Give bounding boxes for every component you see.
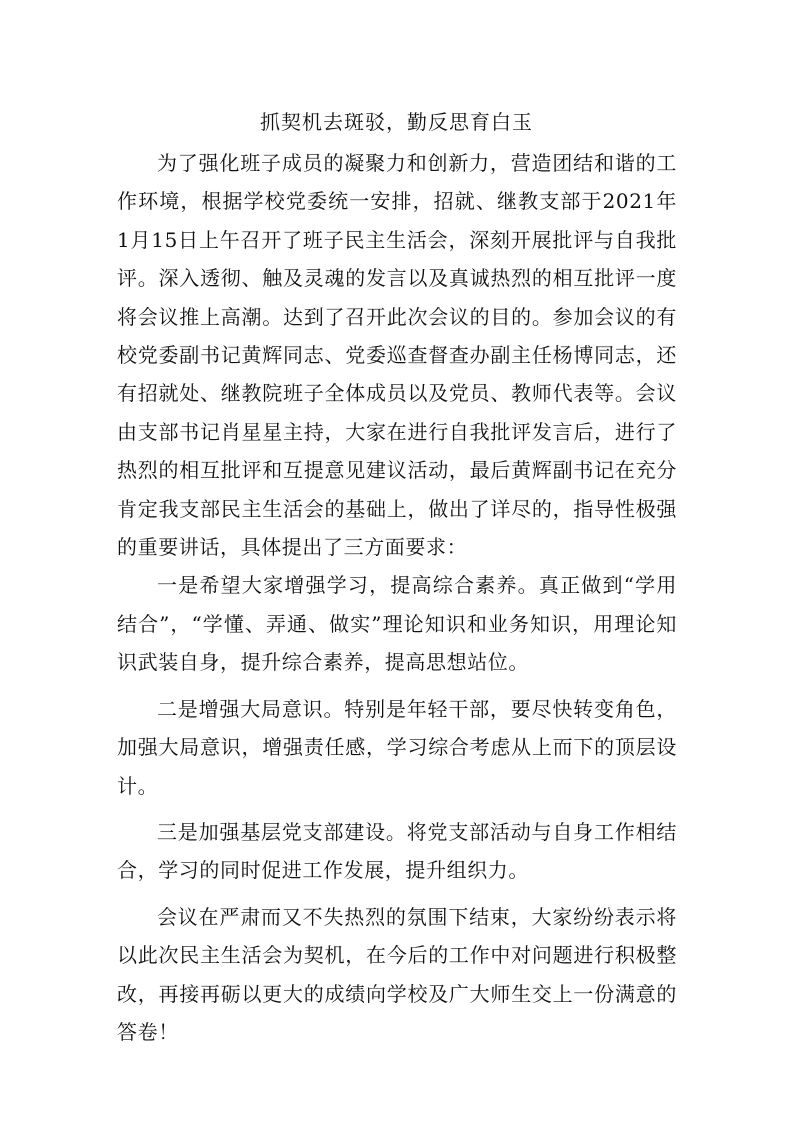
paragraph-conclusion: 会议在严肃而又不失热烈的氛围下结束，大家纷纷表示将以此次民主生活会为契机，在今后的工作中对问题进行积极整改，再接再砺以更大的成绩向学校及广大师生交上一份满意的答卷！ <box>117 904 677 1044</box>
paragraph-requirement-1: 一是希望大家增强学习，提高综合素养。真正做到“学用结合”，“学懂、弄通、做实”理论知识和业务知识，用理论知识武装自身，提升综合素养，提高思想站位。 <box>117 573 677 675</box>
paragraph-requirement-2: 二是增强大局意识。特别是年轻干部，要尽快转变角色，加强大局意识，增强责任感，学习综合考虑从上而下的顶层设计。 <box>117 696 677 798</box>
paragraph-intro: 为了强化班子成员的凝聚力和创新力，营造团结和谐的工作环境，根据学校党委统一安排，招就、继教支部于2021年1月15日上午召开了班子民主生活会，深刻开展批评与自我批评。深入透彻、触及灵魂的发言以及真诚热烈的相互批评一度将会议推上高潮。达到了召开此次会议的目的。参加会议的有校党委副书记黄辉同志、党委巡查督查办副主任杨博同志，还有招就处、继教院班子全体成员以及党员、教师代表等。会议由支部书记肖星星主持，大家在进行自我批评发言后，进行了热烈的相互批评和互提意见建议活动，最后黄辉副书记在充分肯定我支部民主生活会的基础上，做出了详尽的，指导性极强的重要讲话，具体提出了三方面要求： <box>117 151 677 560</box>
paragraph-requirement-3: 三是加强基层党支部建设。将党支部活动与自身工作相结合，学习的同时促进工作发展，提升组织力。 <box>117 819 677 883</box>
document-title: 抓契机去斑驳，勤反思育白玉 <box>260 110 533 134</box>
document-body <box>117 144 677 1051</box>
